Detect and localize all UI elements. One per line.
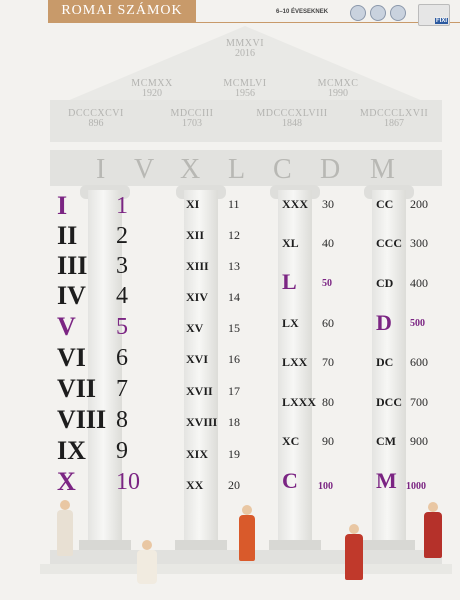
roman-numeral: VI bbox=[57, 343, 86, 372]
year-inscription: DCCCXCVI 896 bbox=[68, 108, 124, 129]
roman-numeral: XL bbox=[282, 236, 299, 250]
frieze-symbol: L bbox=[228, 154, 246, 185]
year-inscription: MCMLVI 1956 bbox=[223, 78, 267, 99]
arabic-number: 400 bbox=[410, 276, 428, 290]
roman-numeral: XIII bbox=[186, 259, 209, 273]
roman-numeral: XIX bbox=[186, 447, 209, 461]
arabic-number: 8 bbox=[116, 407, 128, 433]
age-label: 6–10 ÉVESEKNEK bbox=[276, 9, 329, 15]
arabic-number: 16 bbox=[228, 352, 240, 366]
roman-numeral: XI bbox=[186, 197, 200, 211]
arabic-number: 11 bbox=[228, 197, 240, 211]
arabic-number: 60 bbox=[322, 316, 334, 330]
column-base bbox=[363, 540, 415, 550]
arabic-number: 700 bbox=[410, 395, 428, 409]
arabic-number: 40 bbox=[322, 236, 334, 250]
roman-figure-icon bbox=[342, 524, 366, 582]
brand-name: FIXI bbox=[435, 18, 447, 24]
frieze-symbol: X bbox=[180, 154, 201, 185]
roman-numeral: DCC bbox=[376, 395, 402, 409]
frieze-symbol: V bbox=[134, 154, 155, 185]
arabic-number: 200 bbox=[410, 197, 428, 211]
roman-numeral: VII bbox=[57, 374, 97, 403]
year-inscription: MDCCCLXVII 1867 bbox=[359, 108, 429, 129]
arabic-number: 20 bbox=[228, 478, 240, 492]
roman-numeral: IV bbox=[57, 281, 86, 310]
arabic-number: 10 bbox=[116, 469, 140, 495]
fixi-logo-icon bbox=[418, 4, 450, 26]
arabic-number: 7 bbox=[116, 376, 128, 402]
roman-numeral: XIV bbox=[186, 290, 209, 304]
arabic-number: 6 bbox=[116, 345, 128, 371]
frieze-symbol: M bbox=[370, 154, 395, 185]
frieze-symbol: I bbox=[96, 154, 106, 185]
arabic-number: 15 bbox=[228, 321, 240, 335]
roman-numeral: M bbox=[376, 468, 397, 493]
column-base bbox=[269, 540, 321, 550]
roman-numeral: LXXX bbox=[282, 395, 317, 409]
year-inscription: MMXVI 2016 bbox=[225, 38, 265, 59]
arabic-number: 2 bbox=[116, 223, 128, 249]
year-inscription: MCMXX 1920 bbox=[131, 78, 173, 99]
arabic-number: 9 bbox=[116, 438, 128, 464]
arabic-number: 17 bbox=[228, 384, 240, 398]
poster-title: ROMAI SZÁMOK bbox=[48, 0, 196, 22]
roman-figure-icon bbox=[237, 505, 257, 563]
roman-numeral: XC bbox=[282, 434, 300, 448]
roman-figure-icon bbox=[422, 502, 444, 560]
frieze-symbol: D bbox=[320, 154, 341, 185]
arabic-number: 90 bbox=[322, 434, 334, 448]
roman-figure-icon bbox=[133, 540, 161, 586]
roman-numeral: CD bbox=[376, 276, 394, 290]
year-inscription: MDCCCXLVIII 1848 bbox=[256, 108, 328, 129]
roman-numeral: L bbox=[282, 269, 297, 294]
arabic-number: 50 bbox=[322, 278, 332, 289]
roman-numeral: XX bbox=[186, 478, 204, 492]
title-rule bbox=[48, 22, 460, 23]
roman-numeral: IX bbox=[57, 436, 86, 465]
arabic-number: 80 bbox=[322, 395, 334, 409]
roman-figure-icon bbox=[55, 500, 75, 560]
roman-numeral: D bbox=[376, 310, 392, 335]
arabic-number: 19 bbox=[228, 447, 240, 461]
roman-numeral: C bbox=[282, 468, 298, 493]
year-inscription: MDCCIII 1703 bbox=[170, 108, 214, 129]
roman-numeral: LXX bbox=[282, 355, 308, 369]
arabic-number: 300 bbox=[410, 236, 428, 250]
arabic-number: 900 bbox=[410, 434, 428, 448]
arabic-number: 600 bbox=[410, 355, 428, 369]
badge-icon bbox=[350, 5, 366, 21]
arabic-number: 14 bbox=[228, 290, 240, 304]
arabic-number: 18 bbox=[228, 415, 240, 429]
roman-numeral: I bbox=[57, 191, 68, 220]
roman-numeral: XVII bbox=[186, 384, 213, 398]
arabic-number: 3 bbox=[116, 253, 128, 279]
roman-numeral: III bbox=[57, 251, 88, 280]
roman-numeral: XXX bbox=[282, 197, 308, 211]
arabic-number: 4 bbox=[116, 283, 128, 309]
arabic-number: 13 bbox=[228, 259, 240, 273]
badge-icon bbox=[390, 5, 406, 21]
roman-numeral: CM bbox=[376, 434, 396, 448]
roman-numeral: XVI bbox=[186, 352, 209, 366]
arabic-number: 70 bbox=[322, 355, 334, 369]
arabic-number: 1000 bbox=[406, 481, 426, 492]
arabic-number: 5 bbox=[116, 314, 128, 340]
roman-numeral: II bbox=[57, 221, 78, 250]
roman-numeral: XVIII bbox=[186, 415, 218, 429]
roman-numeral: XV bbox=[186, 321, 204, 335]
year-inscription: MCMXC 1990 bbox=[317, 78, 359, 99]
arabic-number: 500 bbox=[410, 318, 425, 329]
frieze-symbol: C bbox=[273, 154, 292, 185]
column-base bbox=[79, 540, 131, 550]
roman-numeral: CCC bbox=[376, 236, 402, 250]
column-base bbox=[175, 540, 227, 550]
roman-numeral: VIII bbox=[57, 405, 107, 434]
roman-numeral: DC bbox=[376, 355, 394, 369]
arabic-number: 30 bbox=[322, 197, 334, 211]
ground bbox=[40, 564, 452, 574]
arabic-number: 12 bbox=[228, 228, 240, 242]
badge-icon bbox=[370, 5, 386, 21]
arabic-number: 100 bbox=[318, 481, 333, 492]
roman-numeral: CC bbox=[376, 197, 394, 211]
roman-numeral: X bbox=[57, 467, 76, 496]
roman-numeral: XII bbox=[186, 228, 205, 242]
roman-numeral: LX bbox=[282, 316, 299, 330]
arabic-number: 1 bbox=[116, 193, 128, 219]
roman-numeral: V bbox=[57, 312, 76, 341]
